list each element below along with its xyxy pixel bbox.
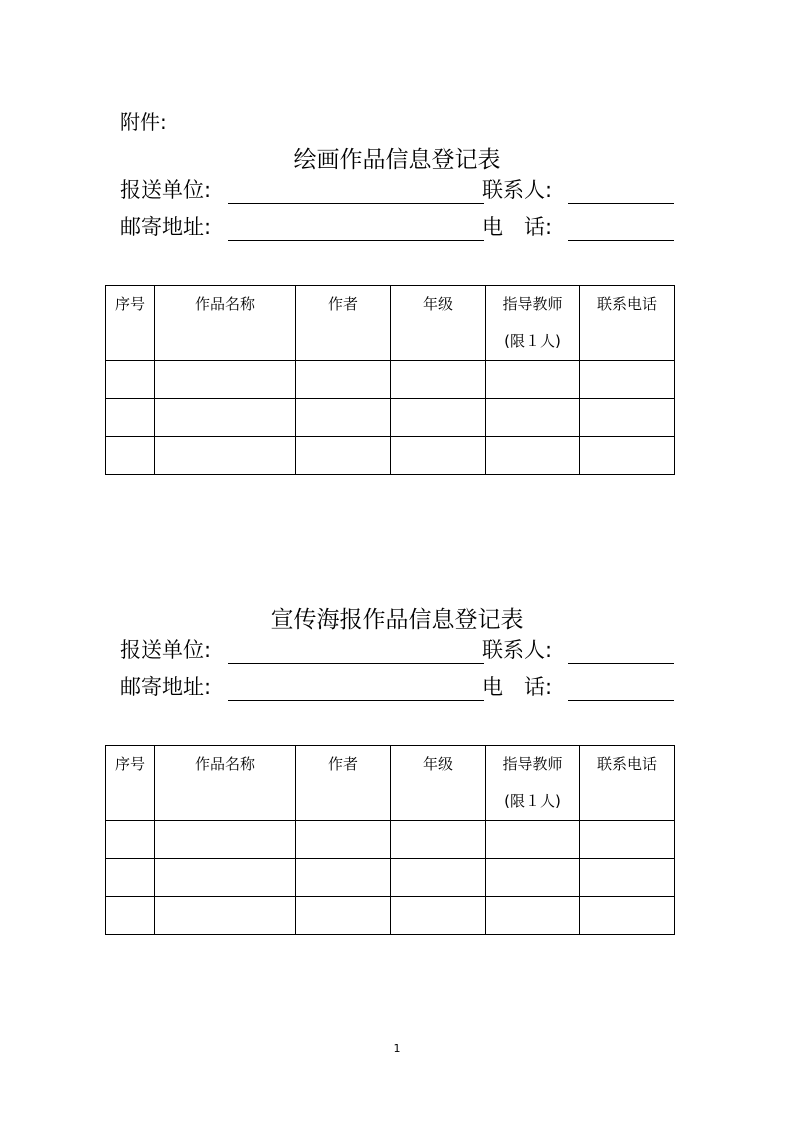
table-cell[interactable] [106,859,155,897]
painting-register-table [105,285,675,475]
address-phone-row [120,215,676,245]
table-cell[interactable] [580,821,675,859]
table-header-row [106,286,675,361]
table-cell[interactable] [486,897,580,935]
address-phone-row [120,675,676,705]
col-header-work-name: 作品名称 [155,746,296,821]
col-header-grade: 年级 [391,286,486,361]
table-cell[interactable] [106,821,155,859]
table-cell[interactable] [391,399,486,437]
table-cell[interactable] [391,859,486,897]
phone-label: 电 话: [482,215,553,239]
col-header-index: 序号 [106,746,155,821]
sender-field[interactable] [228,662,484,664]
table-cell[interactable] [296,399,391,437]
table-cell[interactable] [580,897,675,935]
table-cell[interactable] [155,399,296,437]
col-header-phone: 联系电话 [580,746,675,821]
table-cell[interactable] [106,437,155,475]
table-row [106,821,675,859]
contact-label: 联系人: [482,638,553,662]
table-cell[interactable] [155,897,296,935]
table-cell[interactable] [155,859,296,897]
address-field[interactable] [228,239,484,241]
phone-field[interactable] [568,699,674,701]
table-row [106,859,675,897]
attachment-label: 附件: [120,110,167,134]
table-cell[interactable] [391,361,486,399]
table-cell[interactable] [296,859,391,897]
table-cell[interactable] [155,821,296,859]
teacher-limit-note: (限１人) [504,792,561,810]
contact-field[interactable] [568,202,674,204]
table-cell[interactable] [486,821,580,859]
table-cell[interactable] [580,361,675,399]
table-cell[interactable] [296,437,391,475]
table-cell[interactable] [296,897,391,935]
address-label: 邮寄地址: [120,215,212,239]
form-title-painting: 绘画作品信息登记表 [293,147,501,173]
col-header-index: 序号 [106,286,155,361]
table-cell[interactable] [296,821,391,859]
col-header-author: 作者 [296,746,391,821]
col-header-author: 作者 [296,286,391,361]
phone-label: 电 话: [482,675,553,699]
table-cell[interactable] [155,361,296,399]
table-cell[interactable] [106,897,155,935]
teacher-limit-note: (限１人) [504,332,561,350]
form-title-poster: 宣传海报作品信息登记表 [270,607,524,633]
table-cell[interactable] [486,859,580,897]
table-cell[interactable] [486,399,580,437]
table-cell[interactable] [486,361,580,399]
sender-contact-row [120,638,676,668]
sender-label: 报送单位: [120,178,212,202]
phone-field[interactable] [568,239,674,241]
table-row [106,399,675,437]
sender-label: 报送单位: [120,638,212,662]
table-cell[interactable] [155,437,296,475]
poster-register-table [105,745,675,935]
table-row [106,361,675,399]
table-cell[interactable] [296,361,391,399]
table-cell[interactable] [391,437,486,475]
col-header-teacher: 指导教师 (限１人) [486,286,580,361]
col-header-grade: 年级 [391,746,486,821]
table-cell[interactable] [391,821,486,859]
table-cell[interactable] [106,361,155,399]
address-label: 邮寄地址: [120,675,212,699]
sender-contact-row [120,178,676,208]
contact-label: 联系人: [482,178,553,202]
table-cell[interactable] [580,399,675,437]
page-number: 1 [393,1042,401,1055]
sender-field[interactable] [228,202,484,204]
table-header-row [106,746,675,821]
table-cell[interactable] [391,897,486,935]
col-header-teacher: 指导教师 (限１人) [486,746,580,821]
address-field[interactable] [228,699,484,701]
col-header-work-name: 作品名称 [155,286,296,361]
table-cell[interactable] [580,859,675,897]
contact-field[interactable] [568,662,674,664]
table-row [106,437,675,475]
table-cell[interactable] [580,437,675,475]
table-cell[interactable] [106,399,155,437]
table-row [106,897,675,935]
col-header-phone: 联系电话 [580,286,675,361]
table-cell[interactable] [486,437,580,475]
